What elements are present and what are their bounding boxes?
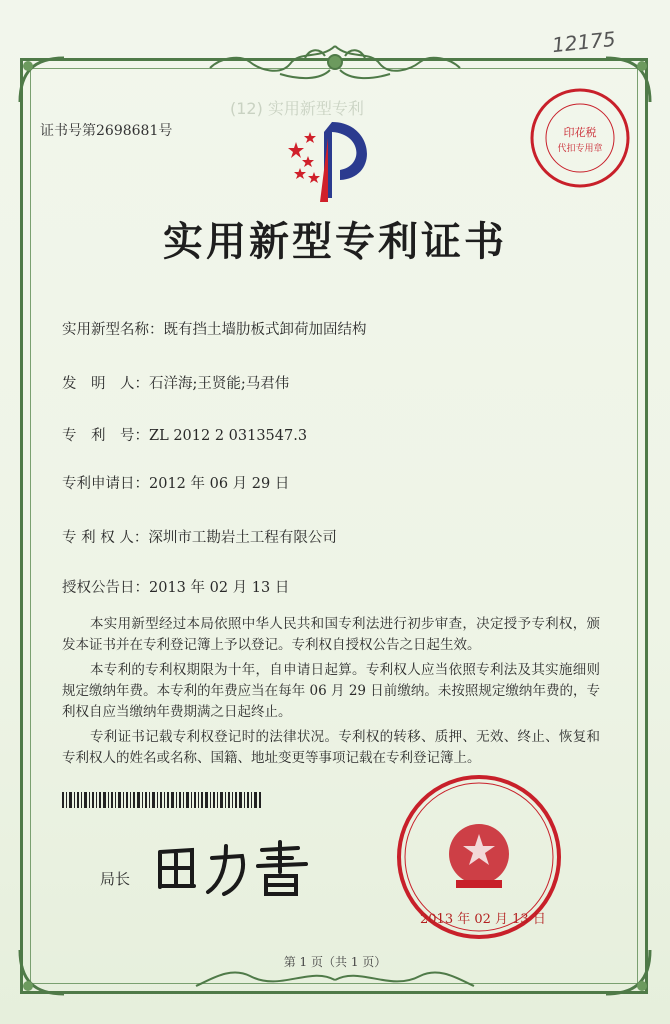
field-label: 专利申请日： bbox=[62, 476, 149, 492]
field-label: 授权公告日： bbox=[62, 580, 149, 596]
certificate-body bbox=[62, 614, 600, 773]
field-label: 专 利 权 人： bbox=[62, 530, 149, 546]
background-header: (12) 实用新型专利 bbox=[230, 99, 364, 118]
field-inventors bbox=[62, 372, 289, 393]
field-value: 石洋海;王贤能;马君伟 bbox=[149, 376, 290, 392]
barcode-icon bbox=[62, 792, 262, 808]
certificate-number: 证书号第2698681号 bbox=[40, 123, 173, 139]
paragraph-term: 本专利的专利权期限为十年，自申请日起算。专利权人应当依照专利法及其实施细则规定缴纳年费。本专利的年费应当在每年 06 月 29 日前缴纳。未按照规定缴纳年费的，专利权自应当缴纳年费期满之日起终止。 bbox=[62, 662, 600, 720]
seal-date: 2013 年 02 月 13 日 bbox=[420, 912, 546, 927]
field-value: 深圳市工勘岩土工程有限公司 bbox=[148, 530, 337, 546]
page-footer: 第 1 页（共 1 页） bbox=[283, 955, 387, 969]
top-ornament-icon bbox=[180, 40, 490, 86]
document-title: 实用新型专利证书 bbox=[163, 219, 507, 265]
director-label: 局长 bbox=[100, 870, 131, 888]
svg-text:印花税: 印花税 bbox=[563, 126, 597, 139]
paragraph-legal-status: 专利证书记载专利权登记时的法律状况。专利权的转移、质押、无效、终止、恢复和专利权人的姓名或名称、国籍、地址变更等事项记载在专利登记簿上。 bbox=[62, 729, 600, 766]
paragraph-grant: 本实用新型经过本局依照中华人民共和国专利法进行初步审查，决定授予专利权，颁发本证书并在专利登记簿上予以登记。专利权自授权公告之日起生效。 bbox=[62, 616, 600, 653]
field-value: 2013 年 02 月 13 日 bbox=[149, 580, 290, 596]
corner-ornament-bottom-right-icon bbox=[596, 940, 656, 1000]
director-signature bbox=[150, 832, 320, 902]
field-patentee bbox=[62, 526, 337, 547]
field-label: 实用新型名称： bbox=[62, 322, 164, 338]
patent-office-logo-icon bbox=[284, 118, 384, 204]
svg-text:代扣专用章: 代扣专用章 bbox=[557, 144, 603, 154]
tax-stamp-seal bbox=[528, 86, 632, 190]
field-application-date bbox=[62, 472, 289, 493]
corner-ornament-top-left-icon bbox=[14, 52, 74, 112]
field-utility-model-name bbox=[62, 318, 367, 339]
corner-ornament-bottom-left-icon bbox=[14, 940, 74, 1000]
field-label: 专 利 号： bbox=[62, 428, 149, 444]
field-label: 发 明 人： bbox=[62, 376, 149, 392]
field-value: 既有挡土墙肋板式卸荷加固结构 bbox=[163, 322, 367, 338]
field-value: 2012 年 06 月 29 日 bbox=[149, 476, 290, 492]
field-value: ZL 2012 2 0313547.3 bbox=[149, 428, 308, 444]
field-patent-number bbox=[62, 424, 307, 445]
handwritten-note: 12175 bbox=[550, 26, 617, 58]
field-grant-date bbox=[62, 576, 289, 597]
